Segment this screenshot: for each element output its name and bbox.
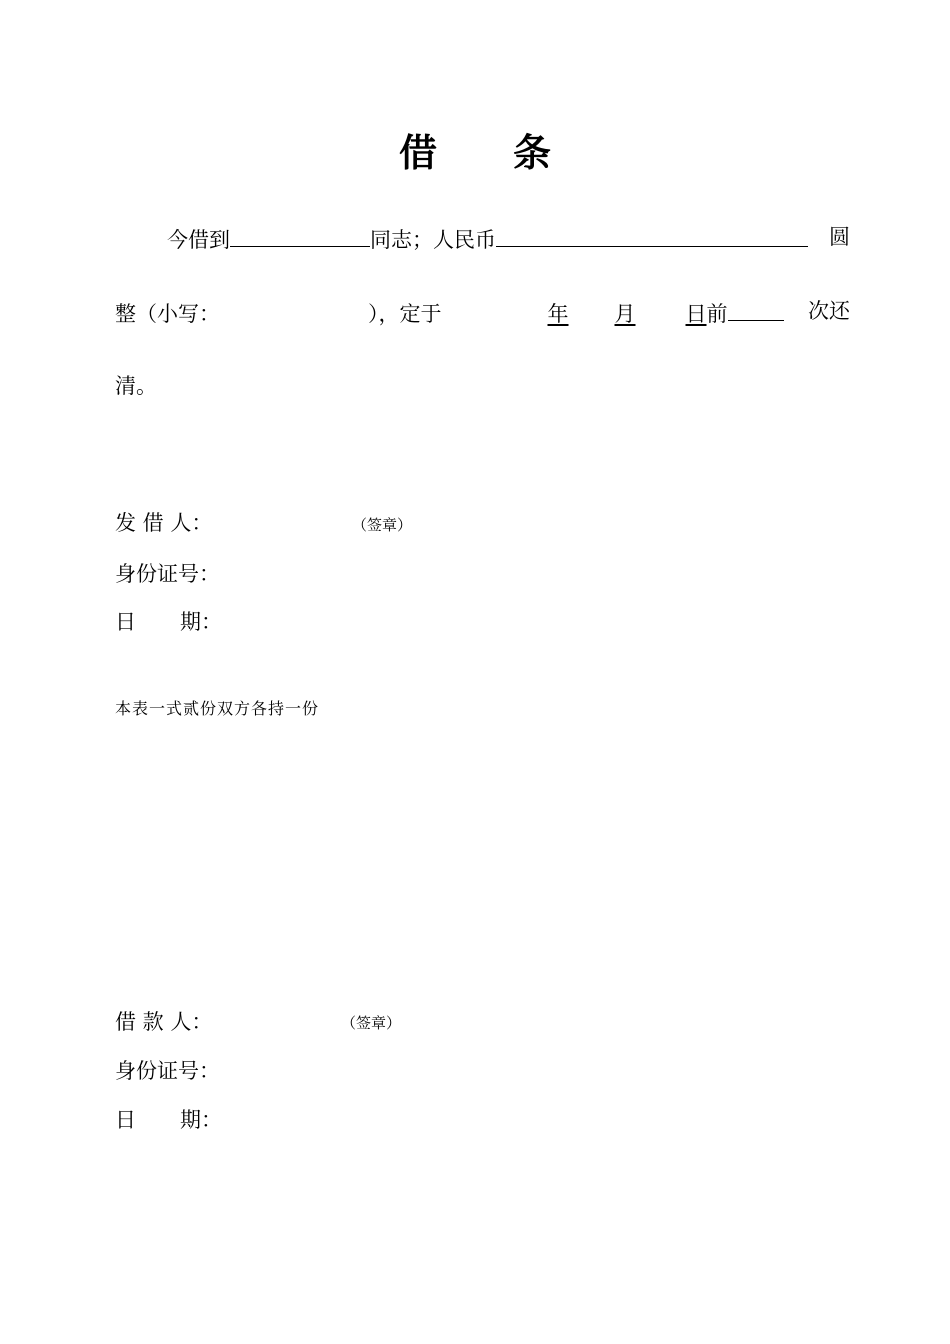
due-date-field[interactable] (442, 302, 707, 326)
borrower-label: 借 款 人： (115, 1010, 213, 1034)
lender-label: 发 借 人： (115, 511, 213, 535)
amount-figure-label: 整（小写： (115, 302, 220, 326)
title-char-1: 借 (398, 131, 437, 175)
body-line-1 (115, 222, 850, 255)
body-line-3 (115, 371, 850, 401)
lender-date-label: 日 期： (115, 610, 222, 634)
body-suffix: 圆 (829, 225, 850, 249)
borrower-stamp-label: （签章） (341, 1014, 402, 1032)
borrower-id-label: 身份证号： (115, 1059, 220, 1083)
amount-words-blank[interactable] (496, 222, 808, 247)
day-label: 日 (685, 302, 707, 326)
borrower-date-label: 日 期： (115, 1108, 222, 1132)
month-label: 月 (614, 302, 636, 326)
body-line-2 (115, 296, 850, 329)
lender-id-label: 身份证号： (115, 562, 220, 586)
due-label: ），定于 (368, 302, 442, 326)
body-prefix: 今借到 (167, 228, 230, 252)
borrower-name-blank[interactable] (230, 222, 370, 247)
body-end: 清。 (115, 374, 157, 398)
installments-blank[interactable] (728, 296, 784, 321)
copies-note: 本表一式贰份双方各持一份 (115, 699, 320, 718)
before-label: 前 (706, 302, 728, 326)
year-label: 年 (547, 302, 569, 326)
document-title (0, 128, 950, 178)
repay-label: 次还 (808, 299, 850, 323)
body-mid: 同志；人民币 (370, 228, 496, 252)
lender-stamp-label: （签章） (352, 516, 413, 534)
title-char-2: 条 (513, 131, 552, 175)
